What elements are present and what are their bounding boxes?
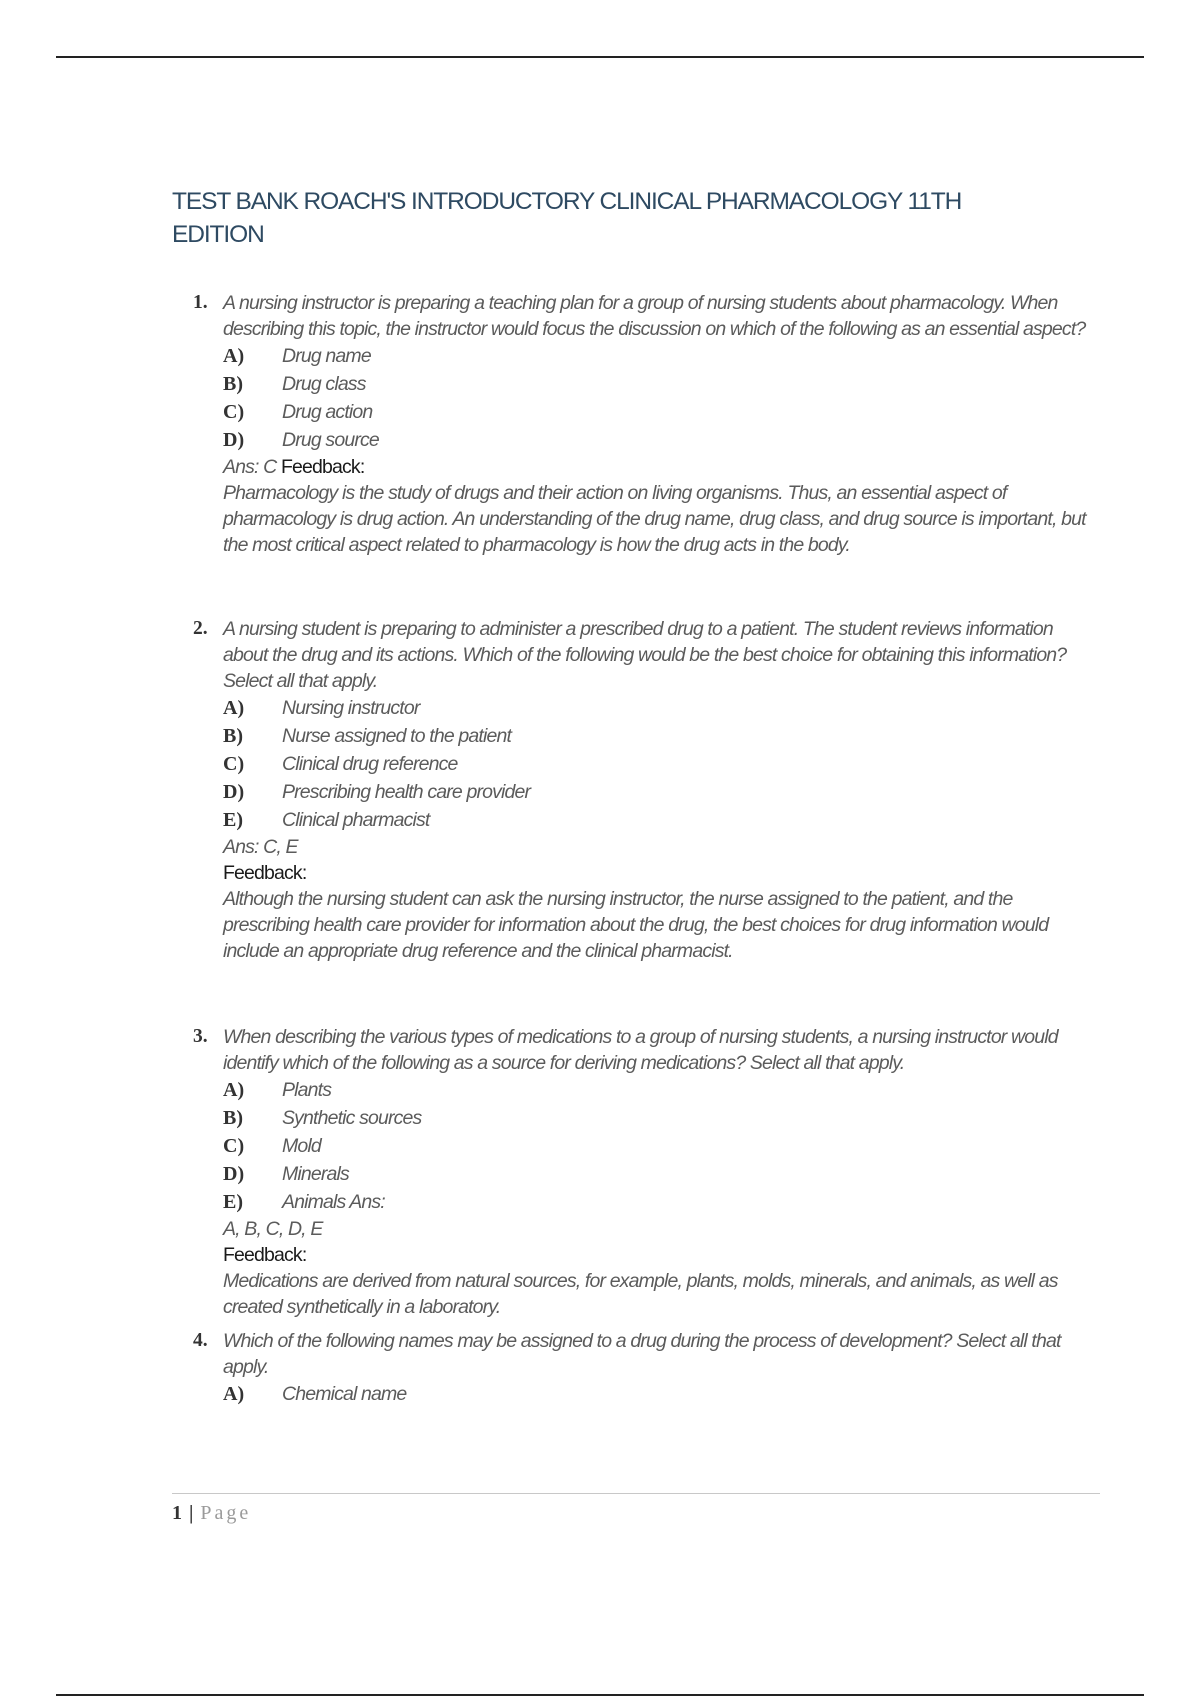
option-letter: C)	[223, 753, 245, 775]
answer-line: A, B, C, D, E	[223, 1218, 323, 1240]
question-1	[193, 290, 1093, 558]
answer-line	[223, 454, 1093, 480]
option-text: Drug action	[282, 401, 373, 423]
option-text: Minerals	[282, 1163, 349, 1185]
option-letter: B)	[223, 725, 243, 747]
page-label: Page	[200, 1502, 252, 1524]
option-text: Synthetic sources	[282, 1107, 422, 1129]
option-letter: A)	[223, 697, 245, 719]
option-list	[223, 1380, 1093, 1408]
footer-rule	[172, 1493, 1100, 1494]
feedback-text: Pharmacology is the study of drugs and their action on living organisms. Thus, an essential aspect of pharmacology is drug action. An understanding of the drug name, drug class, and drug source is important, but the most critical aspect related to pharmacology is how the drug acts in the body.	[223, 482, 1086, 556]
option-letter: E)	[223, 1191, 243, 1213]
bottom-rule	[56, 1694, 1144, 1696]
question-text: Which of the following names may be assigned to a drug during the process of development? Select all that apply.	[223, 1330, 1061, 1378]
option-b	[223, 722, 1093, 750]
option-letter: B)	[223, 373, 243, 395]
question-number: 3.	[193, 1026, 208, 1047]
option-text: Clinical pharmacist	[282, 809, 430, 831]
option-letter: C)	[223, 1135, 245, 1157]
feedback-label: Feedback:	[223, 862, 307, 884]
option-d	[223, 778, 1093, 806]
answer-line: Ans: C, E	[223, 836, 298, 858]
document-title: TEST BANK ROACH'S INTRODUCTORY CLINICAL PHARMACOLOGY 11TH EDITION	[172, 188, 962, 248]
option-list	[223, 694, 1093, 834]
question-4	[193, 1328, 1093, 1408]
option-e	[223, 806, 1093, 834]
question-2	[193, 616, 1093, 964]
feedback-label: Feedback:	[223, 1244, 307, 1266]
question-text: A nursing student is preparing to administer a prescribed drug to a patient. The student reviews information about the drug and its actions. Which of the following would be the best choice for obtaining this information? Select all that apply.	[223, 618, 1067, 692]
option-letter: D)	[223, 1163, 245, 1185]
feedback-label: Feedback:	[281, 456, 365, 478]
option-letter: E)	[223, 809, 243, 831]
option-d	[223, 1160, 1093, 1188]
option-c	[223, 398, 1093, 426]
option-text: Drug name	[282, 345, 371, 367]
answer-value: Ans: C	[223, 456, 277, 478]
question-list	[193, 290, 1093, 1408]
option-letter: B)	[223, 1107, 243, 1129]
option-letter: D)	[223, 429, 245, 451]
option-text: Drug class	[282, 373, 366, 395]
option-text: Nurse assigned to the patient	[282, 725, 512, 747]
option-text: Plants	[282, 1079, 332, 1101]
question-number: 4.	[193, 1330, 208, 1351]
option-b	[223, 1104, 1093, 1132]
option-text: Animals Ans:	[282, 1191, 385, 1213]
question-text: A nursing instructor is preparing a teaching plan for a group of nursing students about pharmacology. When describing this topic, the instructor would focus the discussion on which of the following as an essential aspect?	[223, 292, 1086, 340]
option-c	[223, 750, 1093, 778]
option-a	[223, 694, 1093, 722]
option-letter: A)	[223, 1383, 245, 1405]
option-a	[223, 1076, 1093, 1104]
option-letter: A)	[223, 1079, 245, 1101]
page-footer	[172, 1501, 251, 1525]
feedback-text: Medications are derived from natural sources, for example, plants, molds, minerals, and animals, as well as created synthetically in a laboratory.	[223, 1270, 1058, 1318]
option-a	[223, 1380, 1093, 1408]
option-text: Clinical drug reference	[282, 753, 458, 775]
top-rule	[56, 56, 1144, 58]
option-b	[223, 370, 1093, 398]
option-d	[223, 426, 1093, 454]
page-number: 1	[172, 1502, 182, 1524]
question-number: 1.	[193, 292, 208, 313]
option-text: Mold	[282, 1135, 321, 1157]
page-separator: |	[189, 1502, 194, 1524]
option-e	[223, 1188, 1093, 1216]
option-text: Prescribing health care provider	[282, 781, 531, 803]
option-list	[223, 342, 1093, 454]
option-text: Drug source	[282, 429, 379, 451]
option-letter: C)	[223, 401, 245, 423]
option-text: Nursing instructor	[282, 697, 420, 719]
option-text: Chemical name	[282, 1383, 407, 1405]
question-3	[193, 1024, 1093, 1320]
option-letter: A)	[223, 345, 245, 367]
question-number: 2.	[193, 618, 208, 639]
question-text: When describing the various types of medications to a group of nursing students, a nursing instructor would identify which of the following as a source for deriving medications? Select all that apply.	[223, 1026, 1058, 1074]
option-a	[223, 342, 1093, 370]
option-list	[223, 1076, 1093, 1216]
option-letter: D)	[223, 781, 245, 803]
feedback-text: Although the nursing student can ask the nursing instructor, the nurse assigned to the patient, and the prescribing health care provider for information about the drug, the best choices for drug information would include an appropriate drug reference and the clinical pharmacist.	[223, 888, 1049, 962]
option-c	[223, 1132, 1093, 1160]
